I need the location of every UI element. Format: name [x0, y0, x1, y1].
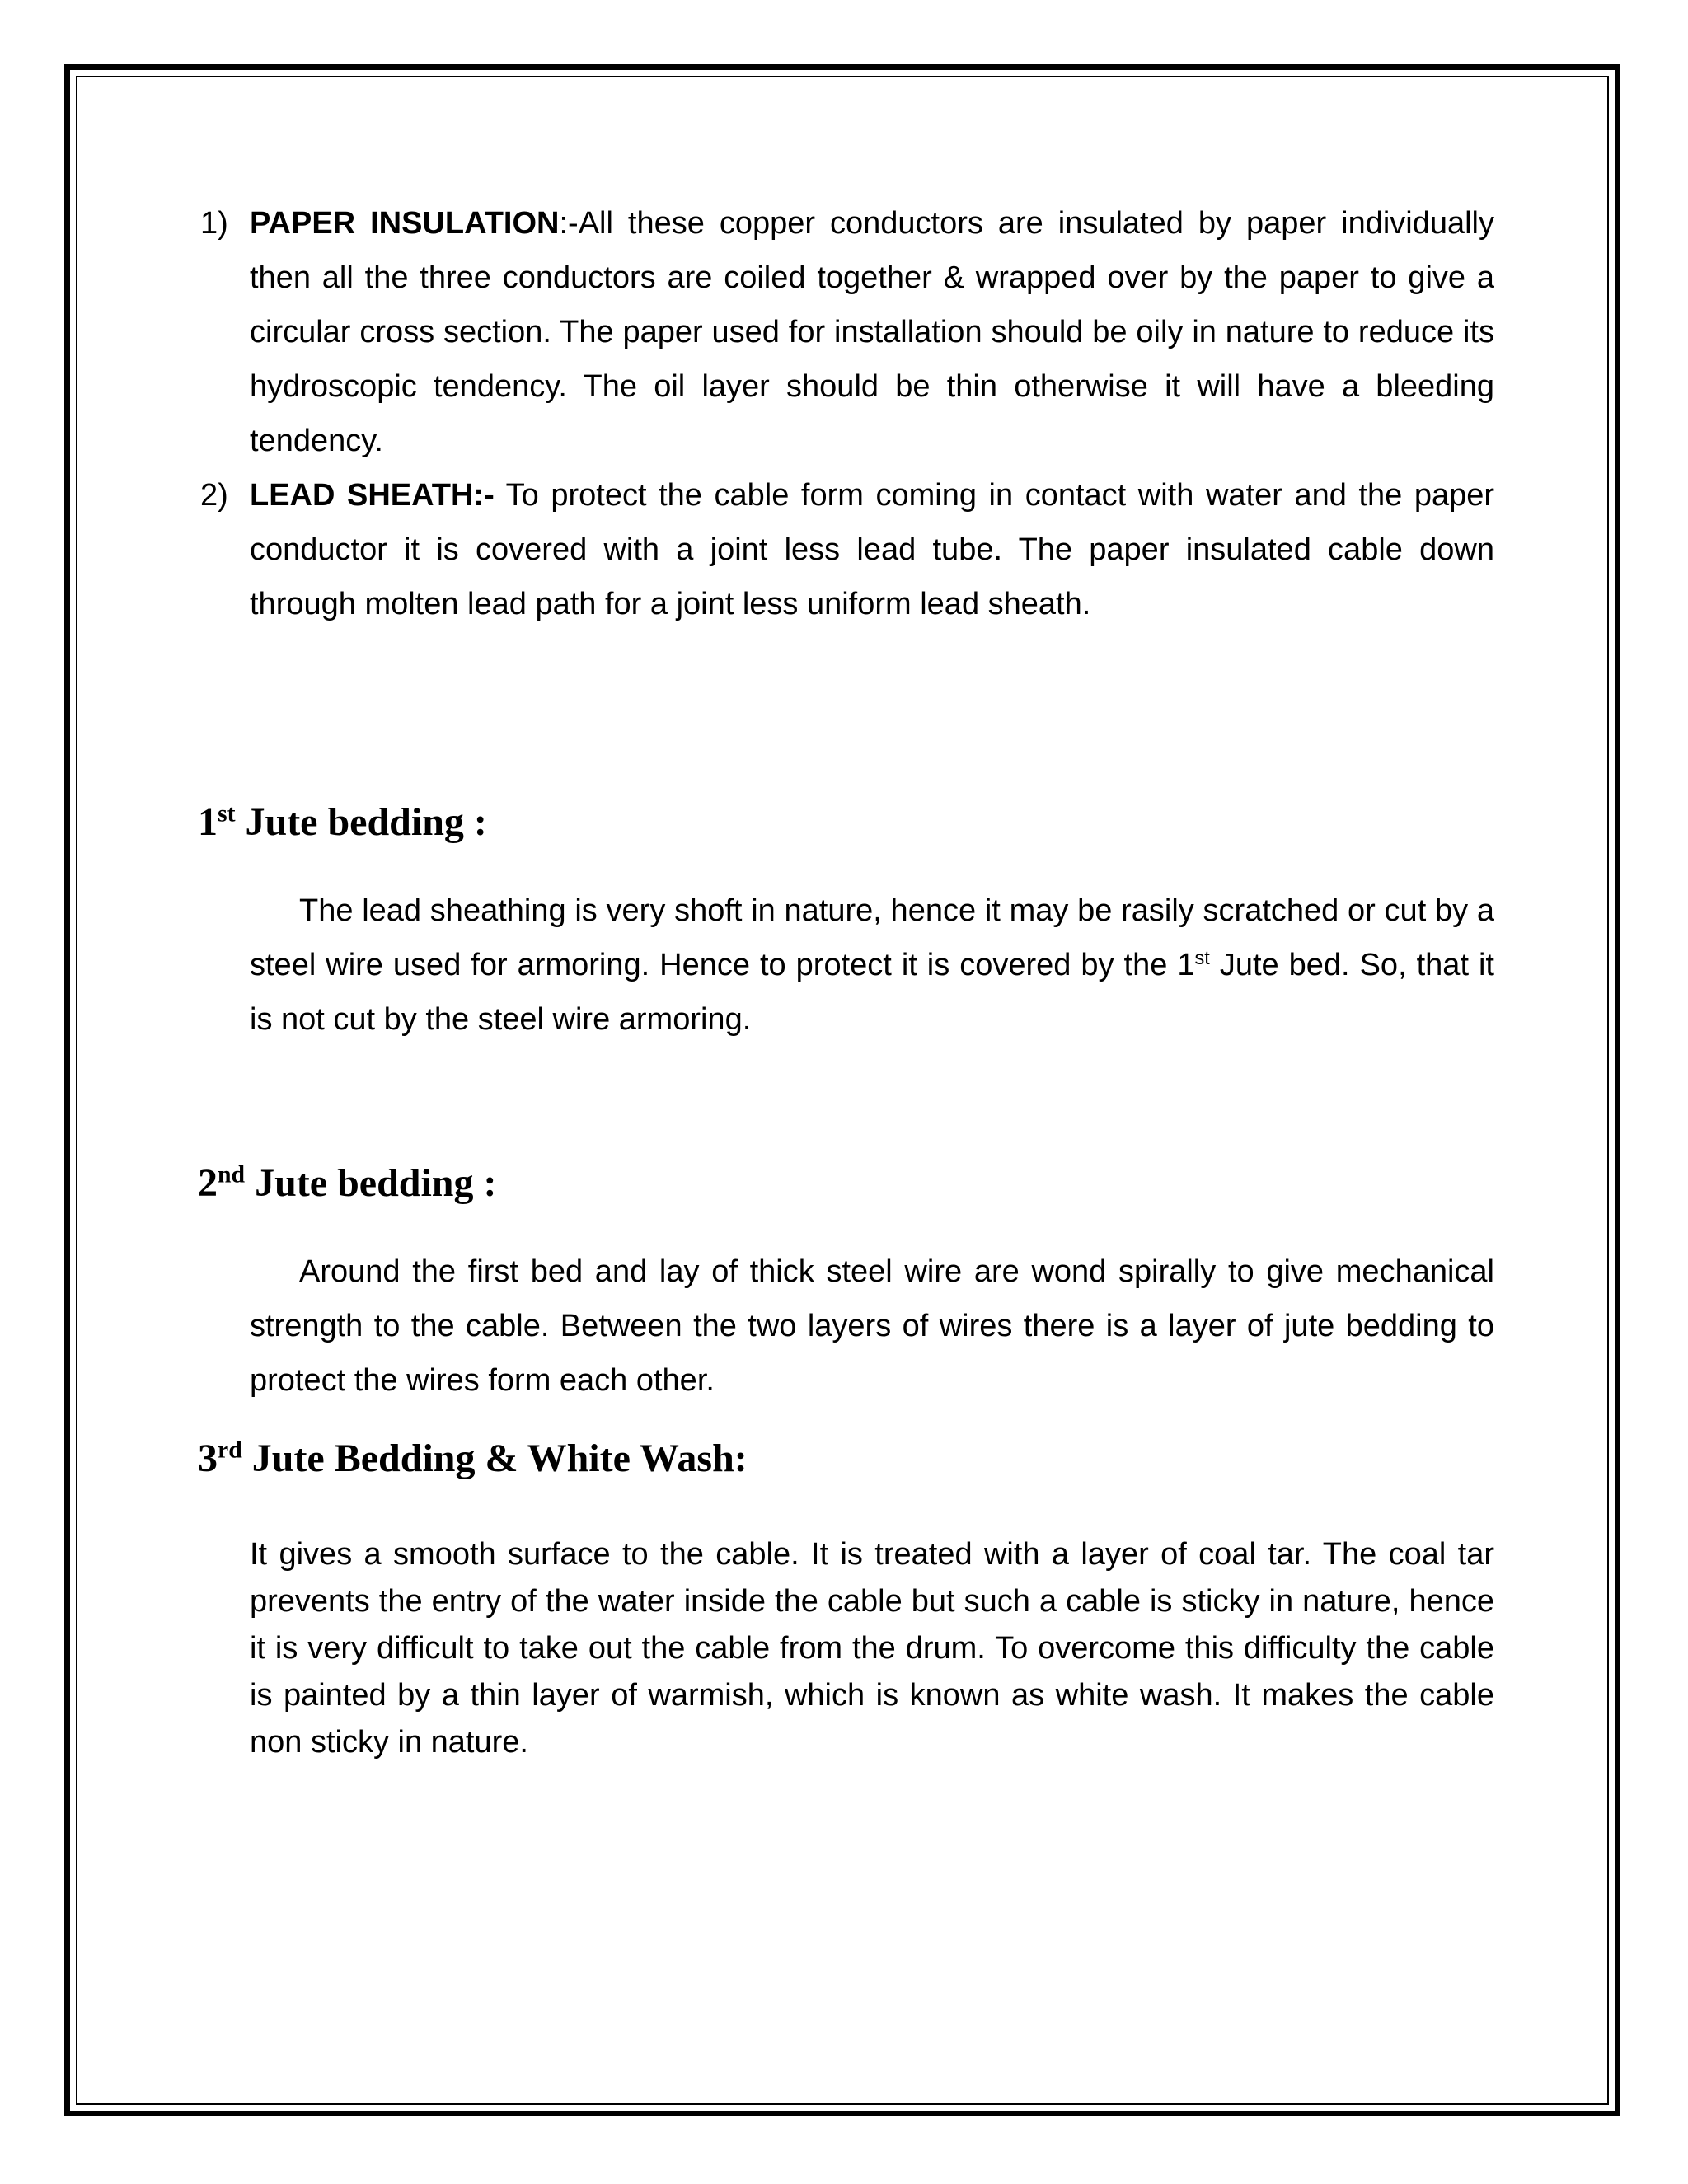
section-paragraph-second-jute-bedding — [250, 1244, 1494, 1408]
ordinal-suffix: st — [1194, 947, 1210, 969]
section-paragraph-third-jute-bedding — [250, 1531, 1494, 1766]
paragraph-text: Around the first bed and lay of thick steel wire are wond spirally to give mechanical strength to the cable. Between the two layers of wires there is a layer of jute bedding to protect the wires form each other. — [250, 1254, 1494, 1398]
list-number: 1) — [200, 206, 228, 241]
heading-number: 1 — [198, 800, 218, 844]
heading-number: 2 — [198, 1161, 218, 1205]
list-item-lead-sheath — [200, 468, 1495, 631]
heading-text: Jute bedding : — [235, 800, 487, 844]
paragraph-text-end: Jute bed. So, that it is not cut by the steel wire armoring. — [250, 948, 1494, 1037]
item-label: LEAD SHEATH:- — [250, 478, 495, 513]
heading-number: 3 — [198, 1436, 218, 1480]
heading-ordinal-suffix: nd — [218, 1160, 246, 1188]
paragraph-text: It gives a smooth surface to the cable. It is treated with a layer of coal tar. The coal tar prevents the entry of the water inside the cable but such a cable is sticky in nature, hence it is very difficult to take out the cable from the drum. To overcome this difficulty the cable is painted by a thin layer of warmish, which is known as white wash. It makes the cable non sticky in nature. — [250, 1537, 1494, 1760]
paragraph-text: The lead sheathing is very shoft in nature, hence it may be rasily scratched or cut by a steel wire used for armoring. Hence to protect it is covered by the 1 — [250, 893, 1494, 982]
section-heading-third-jute-bedding — [198, 1434, 748, 1483]
section-heading-first-jute-bedding — [198, 798, 487, 847]
item-text: To protect the cable form coming in contact with water and the paper conductor it is covered with a joint less lead tube. The paper insulated cable down through molten lead path for a joint less uniform lead sheath. — [250, 478, 1495, 621]
list-item-paper-insulation — [200, 196, 1495, 468]
list-number: 2) — [200, 478, 228, 513]
section-heading-second-jute-bedding — [198, 1159, 496, 1208]
heading-ordinal-suffix: st — [218, 799, 236, 827]
item-label: PAPER INSULATION — [250, 206, 560, 241]
heading-text: Jute Bedding & White Wash: — [241, 1436, 748, 1480]
section-paragraph-first-jute-bedding — [250, 883, 1494, 1047]
heading-text: Jute bedding : — [245, 1161, 497, 1205]
item-text: :-All these copper conductors are insulated by paper individually then all the three conductors are coiled together & wrapped over by the paper to give a circular cross section. The paper used for installation should be oily in nature to reduce its hydroscopic tendency. The oil layer should be thin otherwise it will have a bleeding tendency. — [250, 206, 1495, 458]
heading-ordinal-suffix: rd — [218, 1436, 242, 1464]
